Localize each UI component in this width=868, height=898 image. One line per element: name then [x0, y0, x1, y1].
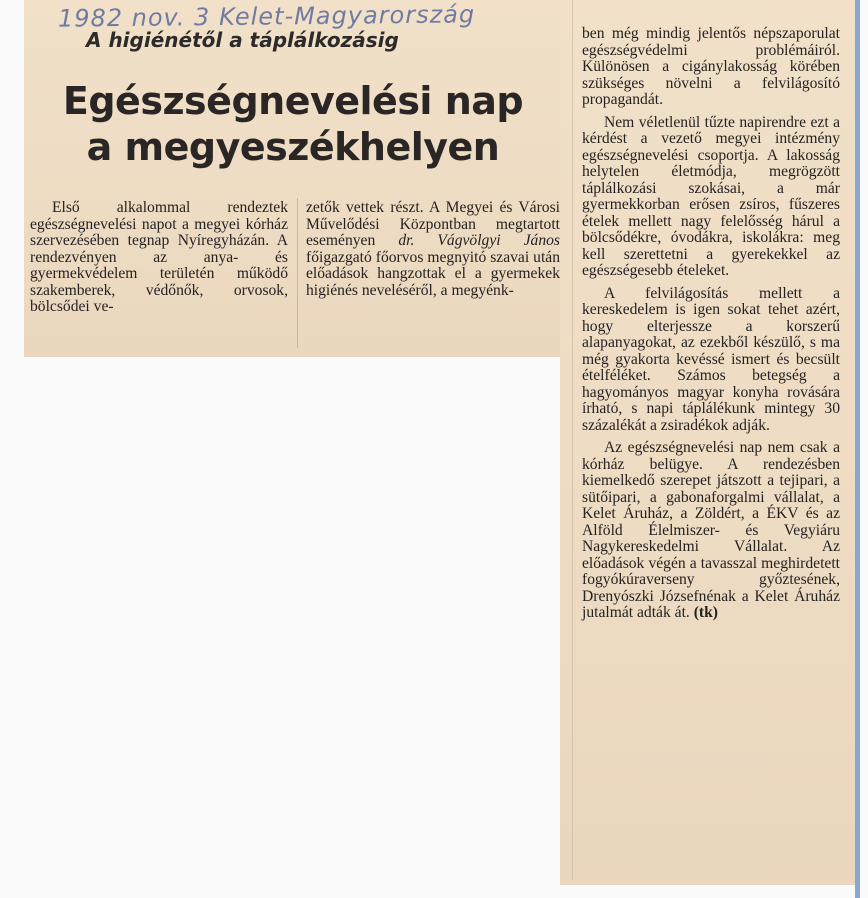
col2-director-name: dr. Vágvölgyi János — [398, 232, 561, 249]
col2-text-part-1: zetők vettek részt. A Megyei és Városi Művelődési Központban megtartott eseményen — [306, 199, 560, 249]
scan-edge — [855, 0, 860, 898]
column-divider — [297, 198, 298, 348]
col3-paragraph-1: ben még mindig jelentős népszaporulat egészségvédelmi problémáiról. Különösen a cigánylakosság körében szükséges növelni a felvilágosító propagandát. — [582, 25, 840, 108]
column-fold-line — [572, 0, 573, 880]
col1-paragraph: Első alkalommal rendeztek egészségnevelési napot a megyei kórház szervezésében tegnap Nyíregyházán. A rendezvényen az anya- és gyermekvédelem területén működő szakemberek, védőnők, orvosok, bölcsődei ve- — [30, 199, 288, 315]
article-kicker: A higiénétől a táplálkozásig — [86, 28, 399, 52]
col3-paragraph-3: A felvilágosítás mellett a kereskedelem is igen sokat tehet azért, hogy elterjessze a korszerű alapanyagokat, az ezekből készülő, s ma még gyakorta kevéssé ismert és becsült ételféléket. Számos betegség a hagyományos magyar konyha rovására írható, s napi táplálékunk mintegy 30 százalékát a zsiradékok adják. — [582, 284, 840, 434]
article-headline — [28, 78, 558, 170]
article-column-2 — [306, 200, 560, 299]
article-column-3 — [582, 26, 840, 622]
col2-text-part-2: főigazgató főorvos megnyitó szavai után előadások hangzottak el a gyermekek higiénés neveléséről, a megyénk- — [306, 248, 560, 299]
author-signature: (tk) — [693, 604, 718, 621]
article-column-1 — [30, 200, 288, 316]
headline-line-2: a megyeszékhelyen — [86, 125, 500, 169]
col3-paragraph-4 — [582, 440, 840, 622]
headline-line-1: Egészségnevelési nap — [62, 79, 524, 123]
col3-paragraph-2: Nem véletlenül tűzte napirendre ezt a kérdést a vezető megyei intézmény egészségnevelési csoportja. A lakosság helytelen életmódja, megrögzött táplálkozási szokásai, a már gyermekkorban erősen zsíros, fűszeres ételek mellett nagy felelősség hárul a bölcsődékre, óvodákra, iskolákra: meg kell szerettetni a gyerekekkel az egészségesebb ételeket. — [582, 113, 840, 279]
handwritten-date-note: 1982 nov. 3 Kelet-Magyarország — [57, 0, 476, 33]
col2-paragraph — [306, 200, 560, 299]
col3-paragraph-4-text: Az egészségnevelési nap nem csak a kórház belügye. A rendezésben kiemelkedő szerepet játszott a tejipari, a sütőipari, a gabonaforgalmi vállalat, a Kelet Áruház, a Zöldért, a ÉKV és az Alföld Élelmiszer- és Vegyiáru Nagykereskedelmi Vállalat. Az előadások végén a tavasszal meghirdetett fogyókúraverseny győztesének, Drenyószki Józsefnénak a Kelet Áruház jutalmát adták át. — [582, 439, 840, 621]
